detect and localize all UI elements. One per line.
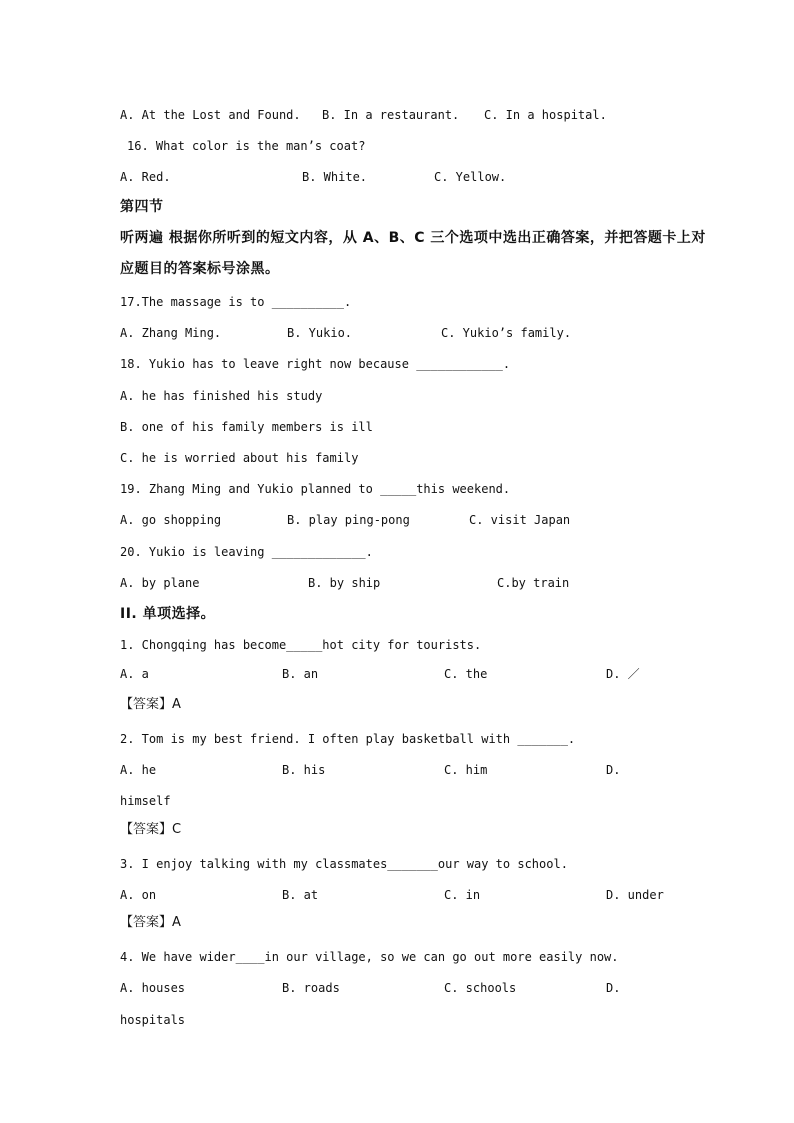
mc3-option-b: B. at	[282, 888, 319, 902]
q20-option-a: A. by plane	[120, 576, 200, 590]
q18-option-b: B. one of his family members is ill	[120, 420, 373, 434]
mc3-option-c: C. in	[444, 888, 481, 902]
mc1-question: 1. Chongqing has become_____hot city for tourists.	[120, 638, 482, 652]
q19-option-a: A. go shopping	[120, 513, 222, 527]
mc1-option-d: D. ／	[606, 667, 640, 681]
q19-option-b: B. play ping-pong	[287, 513, 410, 527]
q16-question: 16. What color is the man’s coat?	[127, 139, 366, 153]
q19-question: 19. Zhang Ming and Yukio planned to _____this weekend.	[120, 482, 511, 496]
q15-option-a: A. At the Lost and Found.	[120, 108, 301, 122]
q20-question: 20. Yukio is leaving _____________.	[120, 545, 373, 559]
mc4-option-c: C. schools	[444, 981, 517, 995]
mc2-option-d-continued: himself	[120, 794, 171, 808]
mc2-answer: 【答案】C	[120, 822, 182, 837]
q16-option-c: C. Yellow.	[434, 170, 507, 184]
mc3-option-a: A. on	[120, 888, 157, 902]
q18-question: 18. Yukio has to leave right now because ____________.	[120, 357, 511, 371]
q19-option-c: C. visit Japan	[469, 513, 571, 527]
section4-title: 第四节	[120, 199, 164, 215]
section4-instruction-line2: 应题目的答案标号涂黑。	[120, 261, 280, 277]
mc2-option-c: C. him	[444, 763, 488, 777]
part2-title: II. 单项选择。	[120, 606, 216, 622]
mc1-option-b: B. an	[282, 667, 319, 681]
q17-option-a: A. Zhang Ming.	[120, 326, 222, 340]
q16-option-a: A. Red.	[120, 170, 171, 184]
q17-option-b: B. Yukio.	[287, 326, 353, 340]
mc2-option-d: D.	[606, 763, 621, 777]
mc1-option-c: C. the	[444, 667, 488, 681]
section4-instruction-line1: 听两遍 根据你所听到的短文内容，从 A、B、C 三个选项中选出正确答案，并把答题卡上对	[120, 230, 706, 246]
q16-option-b: B. White.	[302, 170, 368, 184]
mc2-option-a: A. he	[120, 763, 157, 777]
mc1-option-a: A. a	[120, 667, 149, 681]
mc4-option-b: B. roads	[282, 981, 340, 995]
q18-option-c: C. he is worried about his family	[120, 451, 359, 465]
mc4-option-d-continued: hospitals	[120, 1013, 186, 1027]
q18-option-a: A. he has finished his study	[120, 389, 323, 403]
mc4-question: 4. We have wider____in our village, so we can go out more easily now.	[120, 950, 619, 964]
mc4-option-d: D.	[606, 981, 621, 995]
mc2-option-b: B. his	[282, 763, 326, 777]
mc3-answer: 【答案】A	[120, 915, 181, 930]
q15-option-c: C. In a hospital.	[484, 108, 607, 122]
mc2-question: 2. Tom is my best friend. I often play basketball with _______.	[120, 732, 576, 746]
q17-option-c: C. Yukio’s family.	[441, 326, 572, 340]
mc4-option-a: A. houses	[120, 981, 186, 995]
mc3-question: 3. I enjoy talking with my classmates_______our way to school.	[120, 857, 568, 871]
q15-option-b: B. In a restaurant.	[322, 108, 460, 122]
q20-option-c: C.by train	[497, 576, 570, 590]
mc1-answer: 【答案】A	[120, 697, 181, 712]
q20-option-b: B. by ship	[308, 576, 381, 590]
mc3-option-d: D. under	[606, 888, 664, 902]
q17-question: 17.The massage is to __________.	[120, 295, 352, 309]
